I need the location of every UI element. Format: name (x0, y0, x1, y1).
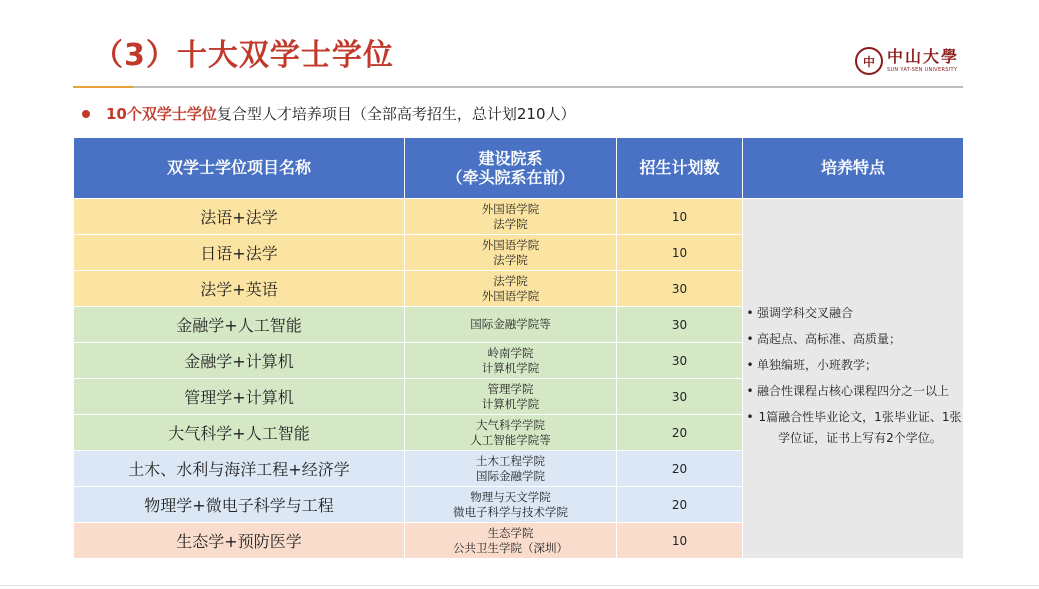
feature-text: 强调学科交叉融合 (757, 306, 854, 320)
intro-highlight: 10个双学士学位 (106, 105, 217, 123)
program-schools (405, 199, 617, 235)
program-schools (405, 271, 617, 307)
school-lead: 国际金融学院等 (470, 317, 551, 331)
feature-text: 1篇融合性毕业论文，1张毕业证、1张学位证，证书上写有2个学位。 (758, 410, 962, 445)
school-partner: 人工智能学院等 (470, 432, 551, 447)
program-schools (405, 523, 617, 559)
program-schools (405, 451, 617, 487)
logo-en-name: SUN YAT-SEN UNIVERSITY (887, 67, 958, 73)
program-schools (405, 415, 617, 451)
feature-item (743, 303, 963, 324)
university-seal-icon: 中 (855, 47, 883, 75)
program-name: 法语+法学 (74, 199, 405, 235)
header-school-line1: 建设院系 (478, 148, 543, 168)
enrollment-count: 20 (617, 415, 743, 451)
school-partner: 计算机学院 (481, 360, 540, 375)
bullet-dot-icon (82, 110, 90, 118)
enrollment-count: 20 (617, 487, 743, 523)
program-schools (405, 487, 617, 523)
feature-item (743, 381, 963, 402)
program-schools (405, 343, 617, 379)
program-name: 管理学+计算机 (74, 379, 405, 415)
enrollment-count: 30 (617, 271, 743, 307)
bottom-divider (0, 585, 1039, 586)
logo-cn-name: 中山大學 (887, 47, 960, 66)
program-name: 日语+法学 (74, 235, 405, 271)
program-schools (405, 379, 617, 415)
table-header-row (74, 138, 964, 199)
enrollment-count: 30 (617, 379, 743, 415)
feature-item (743, 407, 963, 449)
program-name: 物理学+微电子科学与工程 (74, 487, 405, 523)
enrollment-count: 30 (617, 307, 743, 343)
enrollment-count: 30 (617, 343, 743, 379)
feature-bullet-icon: • (746, 358, 754, 372)
header-school-line2: （牵头院系在前） (446, 168, 575, 187)
enrollment-count: 10 (617, 235, 743, 271)
feature-bullet-icon: • (746, 332, 754, 346)
school-lead: 管理学院 (487, 381, 534, 396)
feature-bullet-icon: • (746, 384, 754, 398)
header-name: 双学士学位项目名称 (74, 138, 405, 199)
title-underline (73, 86, 963, 88)
degree-table (73, 137, 964, 559)
logo-text (887, 49, 959, 73)
school-partner: 微电子科学与技术学院 (453, 504, 568, 519)
school-lead: 法学院 (493, 273, 528, 288)
school-partner: 外国语学院 (481, 288, 540, 303)
school-lead: 土木工程学院 (476, 453, 545, 468)
feature-text: 高起点、高标准、高质量； (757, 332, 902, 346)
intro-text: 复合型人才培养项目（全部高考招生，总计划210人） (216, 105, 576, 123)
school-lead: 生态学院 (487, 525, 534, 540)
program-schools (405, 307, 617, 343)
school-lead: 岭南学院 (487, 345, 534, 360)
feature-bullet-icon: • (746, 306, 754, 320)
table-row (74, 199, 964, 235)
program-name: 大气科学+人工智能 (74, 415, 405, 451)
page-title: （3）十大双学士学位 (93, 38, 394, 73)
header-school (405, 138, 617, 199)
school-lead: 外国语学院 (481, 201, 540, 216)
feature-item (743, 355, 963, 376)
feature-bullet-icon: • (746, 410, 754, 424)
feature-item (743, 329, 963, 350)
school-lead: 外国语学院 (481, 237, 540, 252)
school-partner: 计算机学院 (481, 396, 540, 411)
university-logo (855, 43, 965, 79)
school-lead: 大气科学学院 (476, 417, 545, 432)
program-name: 金融学+计算机 (74, 343, 405, 379)
school-partner: 法学院 (493, 216, 528, 231)
program-name: 金融学+人工智能 (74, 307, 405, 343)
intro-line (82, 103, 576, 124)
school-partner: 法学院 (493, 252, 528, 267)
enrollment-count: 10 (617, 199, 743, 235)
program-name: 土木、水利与海洋工程+经济学 (74, 451, 405, 487)
enrollment-count: 10 (617, 523, 743, 559)
program-name: 生态学+预防医学 (74, 523, 405, 559)
features-cell (743, 199, 964, 559)
header-count: 招生计划数 (617, 138, 743, 199)
school-partner: 公共卫生学院（深圳） (453, 540, 568, 555)
header-features: 培养特点 (743, 138, 964, 199)
program-name: 法学+英语 (74, 271, 405, 307)
program-schools (405, 235, 617, 271)
feature-text: 单独编班，小班教学； (757, 358, 878, 372)
school-partner: 国际金融学院 (476, 468, 545, 483)
feature-text: 融合性课程占核心课程四分之一以上 (757, 384, 950, 398)
school-lead: 物理与天文学院 (470, 489, 551, 504)
enrollment-count: 20 (617, 451, 743, 487)
